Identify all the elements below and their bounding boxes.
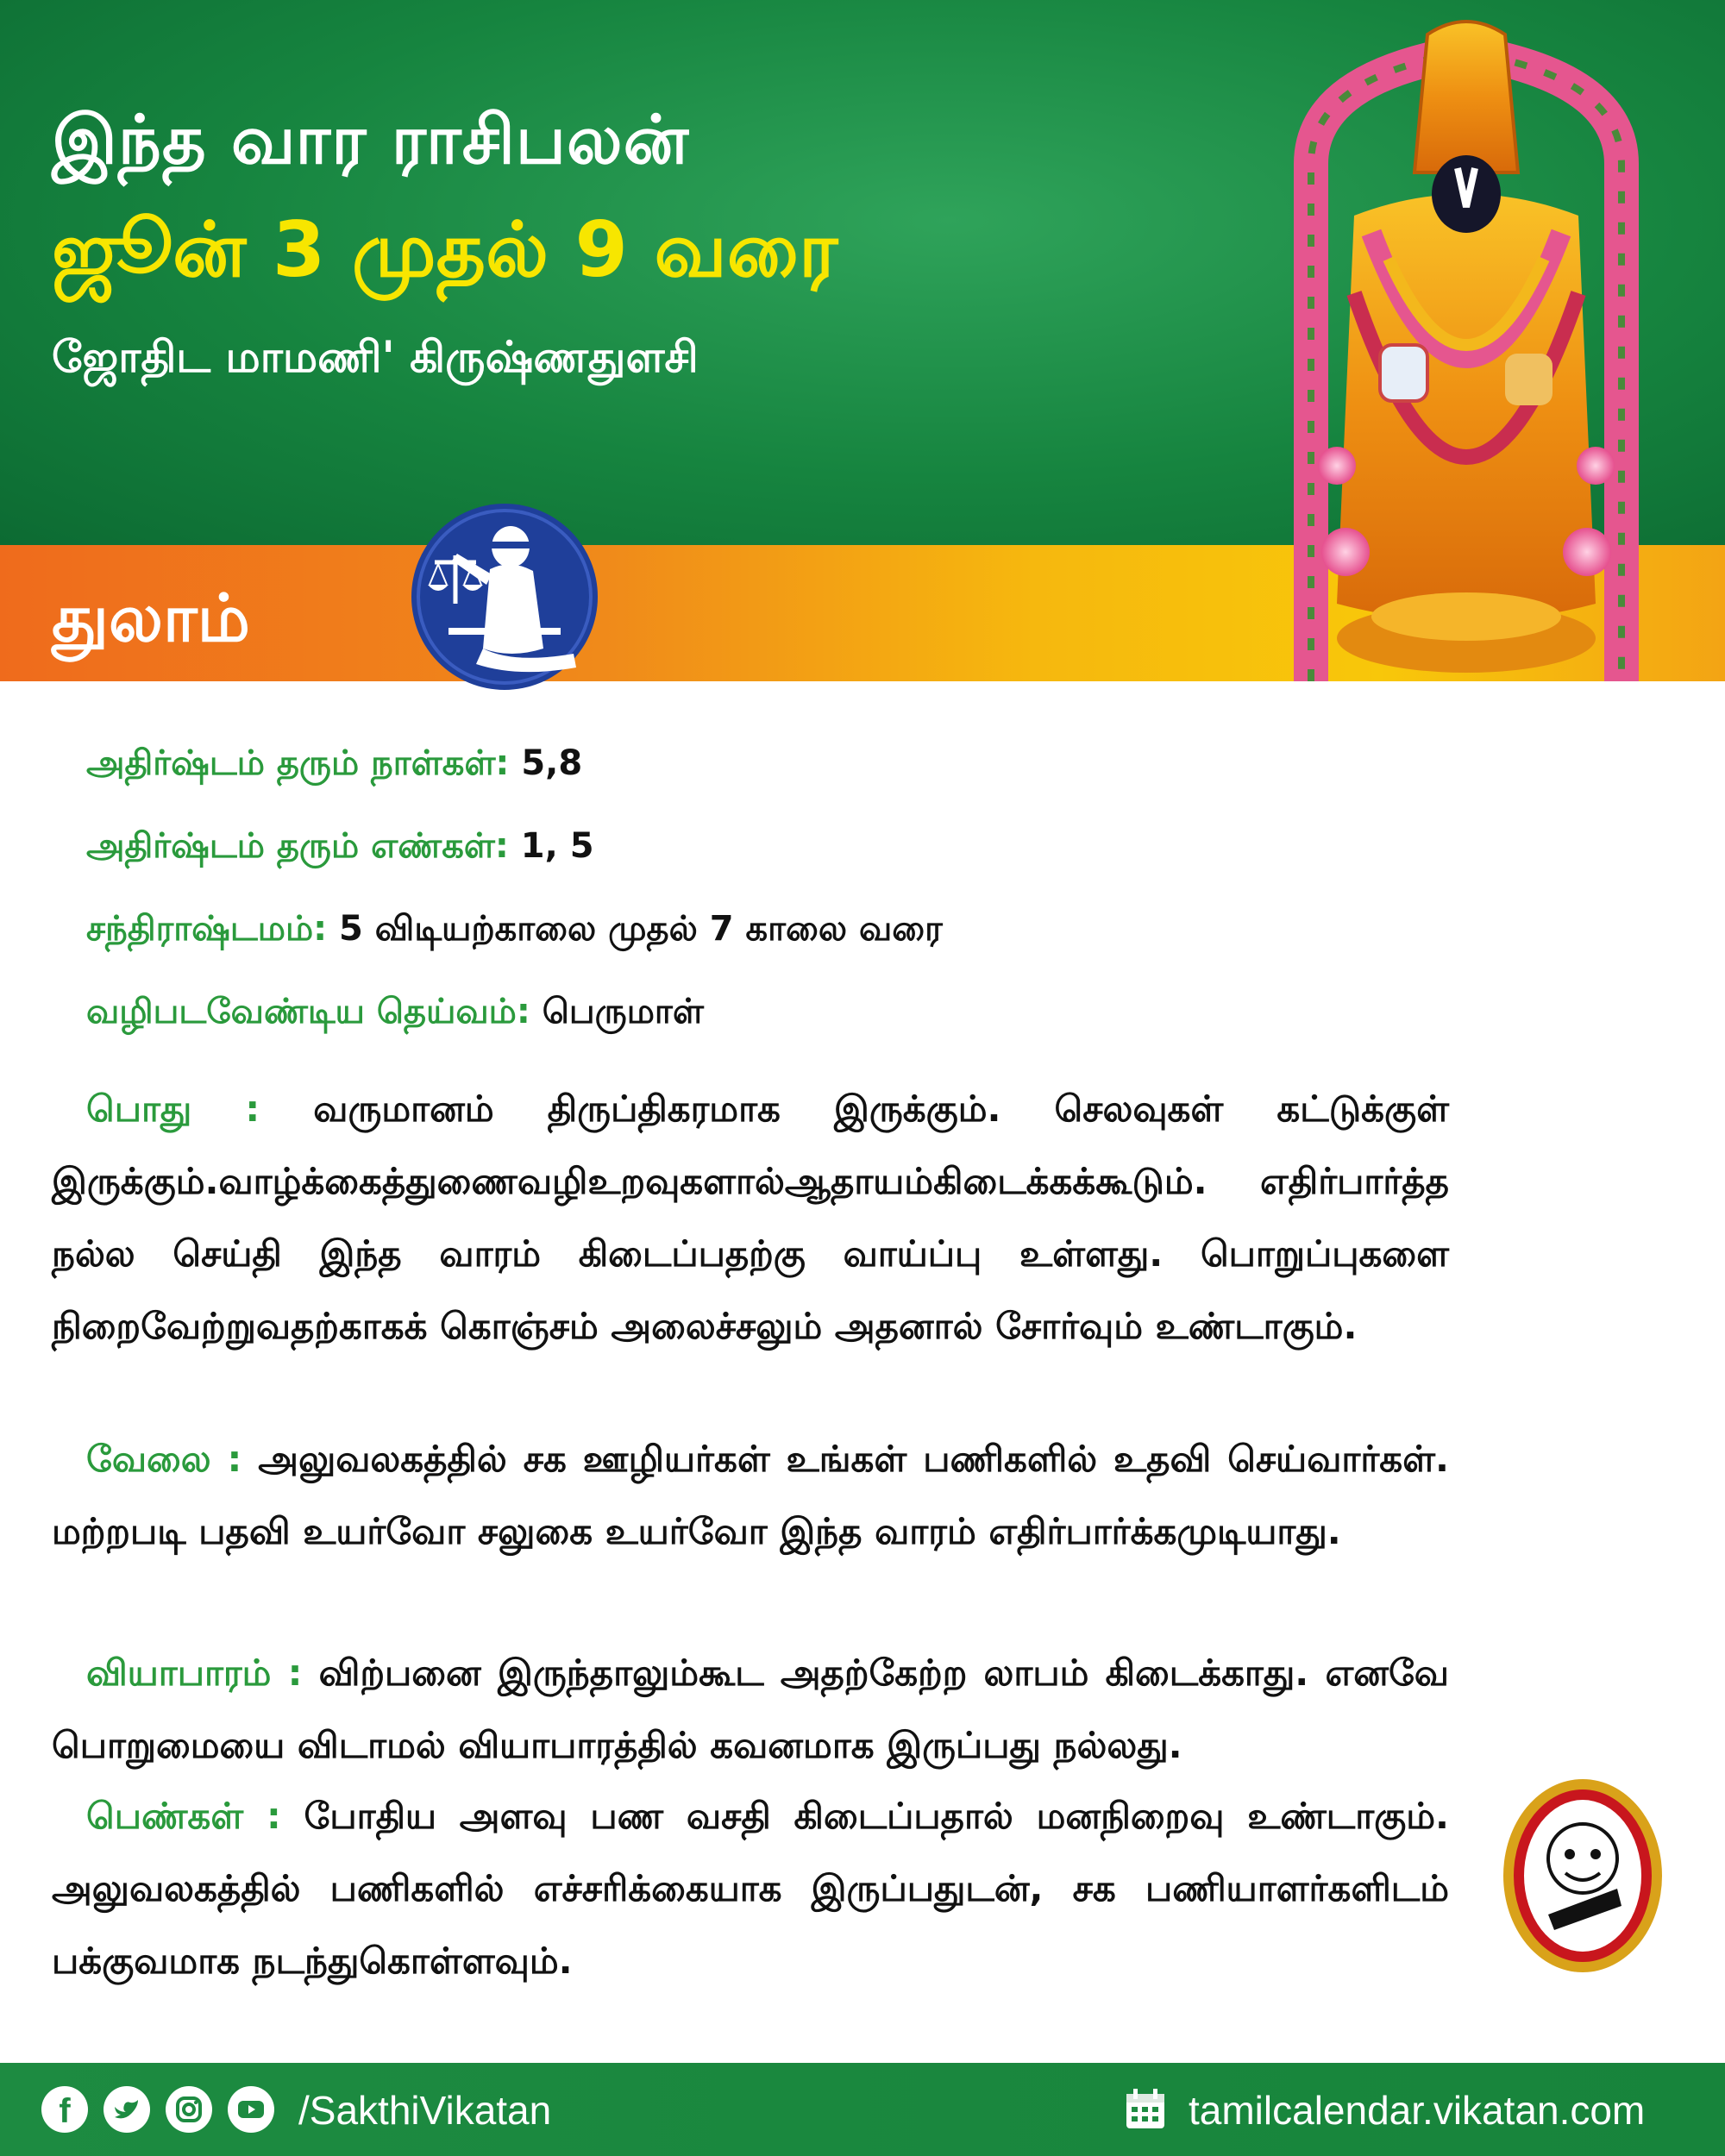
website-link[interactable]: tamilcalendar.vikatan.com: [1189, 2088, 1646, 2133]
author-line: ஜோதிட மாமணி' கிருஷ்ணதுளசி: [52, 332, 699, 382]
section-text: விற்பனை இருந்தாலும்கூட அதற்கேற்ற லாபம் கிடைக்காது. எனவே பொறுமையை விடாமல் வியாபாரத்தில் கவனமாக இருப்பது நல்லது.: [52, 1651, 1449, 1766]
facebook-icon[interactable]: [41, 2086, 88, 2133]
chandrashtamam-row: [86, 909, 943, 992]
section-text: வருமானம் திருப்திகரமாக இருக்கும். செலவுகள் கட்டுக்குள் இருக்கும்.வாழ்க்கைத்துணைவழிஉறவுகளால்ஆதாயம்கிடைக்கக்கூடும். எதிர்பார்த்த நல்ல செய்தி இந்த வாரம் கிடைப்பதற்கு வாய்ப்பு உள்ளது. பொறுப்புகளை நிறைவேற்றுவதற்காகக் கொஞ்சம் அலைச்சலும் அதனால் சோர்வும் உண்டாகும்.: [52, 1087, 1449, 1347]
fact-value: பெருமாள்: [530, 992, 704, 1031]
instagram-icon[interactable]: [166, 2086, 212, 2133]
section-label: பெண்கள் :: [86, 1795, 281, 1837]
zodiac-sign-name: துலாம்: [52, 580, 250, 656]
section-text: அலுவலகத்தில் சக ஊழியர்கள் உங்கள் பணிகளில் உதவி செய்வார்கள். மற்றபடி பதவி உயர்வோ சலுகை உயர்வோ இந்த வாரம் எதிர்பார்க்கமுடியாது.: [52, 1438, 1449, 1552]
fact-label: அதிர்ஷ்டம் தரும் நாள்கள்:: [86, 743, 510, 783]
deity-picture: [1208, 0, 1725, 681]
quick-facts: [86, 743, 943, 1075]
fact-label: அதிர்ஷ்டம் தரும் எண்கள்:: [86, 826, 509, 866]
vikatan-mascot-logo: [1501, 1777, 1665, 1975]
fact-value: 5,8: [509, 743, 583, 783]
calendar-icon: [1121, 2085, 1170, 2134]
fact-label: வழிபடவேண்டிய தெய்வம்:: [86, 992, 530, 1031]
fact-value: 5 விடியற்காலை முதல் 7 காலை வரை: [327, 909, 943, 949]
women-section: [52, 1780, 1449, 1997]
date-range-title: ஜூன் 3 முதல் 9 வரை: [52, 205, 838, 294]
fact-value: 1, 5: [508, 826, 594, 866]
svg-text:f: f: [59, 2092, 71, 2130]
twitter-icon[interactable]: [104, 2086, 150, 2133]
work-section: [52, 1423, 1449, 1568]
fact-label: சந்திராஷ்டமம்:: [86, 909, 328, 949]
section-label: பொது :: [86, 1087, 260, 1130]
business-section: [52, 1637, 1449, 1782]
page-title: இந்த வார ராசிபலன்: [52, 102, 690, 179]
social-handle[interactable]: /SakthiVikatan: [298, 2088, 552, 2133]
general-section: [52, 1073, 1449, 1363]
section-label: வியாபாரம் :: [86, 1651, 303, 1694]
section-text: போதிய அளவு பண வசதி கிடைப்பதால் மனநிறைவு உண்டாகும். அலுவலகத்தில் பணிகளில் எச்சரிக்கையாக இருப்பதுடன், சக பணியாளர்களிடம் பக்குவமாக நடந்துகொள்ளவும்.: [52, 1795, 1449, 1982]
libra-zodiac-icon: [397, 502, 612, 692]
deity-row: [86, 992, 943, 1075]
section-label: வேலை :: [86, 1438, 242, 1480]
lucky-numbers-row: [86, 826, 943, 909]
lucky-days-row: [86, 743, 943, 826]
youtube-icon[interactable]: [228, 2086, 274, 2133]
